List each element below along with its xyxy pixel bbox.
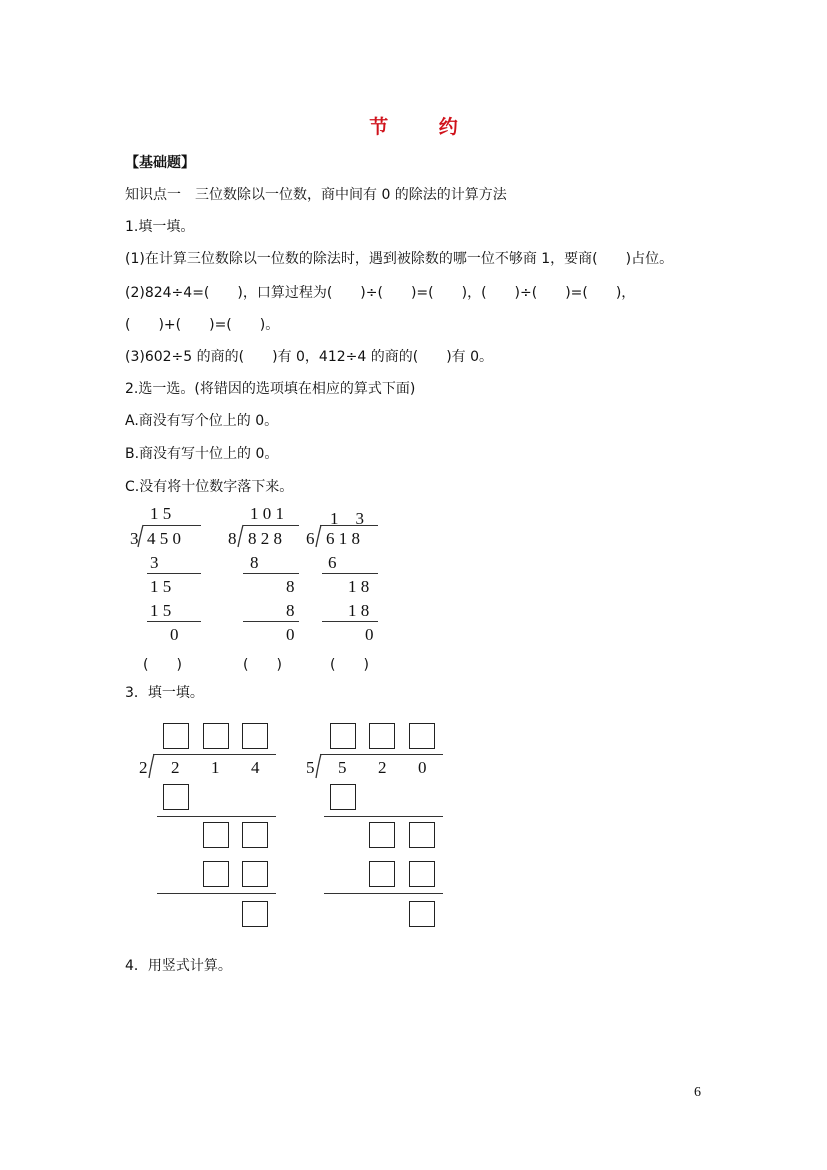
step-product: 8 xyxy=(286,601,295,620)
division-bar xyxy=(153,754,276,755)
step-line xyxy=(322,573,378,574)
division-bracket xyxy=(316,754,324,780)
division-bar xyxy=(243,525,299,526)
q2-option-a: A.商没有写个位上的 0。 xyxy=(125,413,279,429)
q1-part3: (3)602÷5 的商的( )有 0，412÷4 的商的( )有 0。 xyxy=(125,349,494,365)
q2-option-b: B.商没有写十位上的 0。 xyxy=(125,446,279,462)
step-box[interactable] xyxy=(330,784,356,810)
dividend-digit: 2 xyxy=(378,758,387,777)
step-box[interactable] xyxy=(369,822,395,848)
divisor: 3 xyxy=(130,529,139,548)
step-line xyxy=(322,621,378,622)
division-bracket xyxy=(238,525,246,549)
step-line xyxy=(324,816,443,817)
step-line xyxy=(243,621,299,622)
division-bar xyxy=(320,754,443,755)
remainder: 0 xyxy=(170,625,179,644)
dividend-digit: 2 xyxy=(171,758,180,777)
step-box[interactable] xyxy=(409,822,435,848)
q1-part2-line1: (2)824÷4=( )，口算过程为( )÷( )=( )，( )÷( )=( )， xyxy=(125,285,636,301)
step-product: 8 xyxy=(250,553,259,572)
q1-part2-line2: ( )+( )=( )。 xyxy=(125,317,280,333)
quotient: 1 5 xyxy=(150,504,172,523)
divisor: 6 xyxy=(306,529,315,548)
divisor: 5 xyxy=(306,758,315,777)
knowledge-point: 知识点一 三位数除以一位数，商中间有 0 的除法的计算方法 xyxy=(125,187,507,203)
step-partial: 8 xyxy=(286,577,295,596)
quotient-box[interactable] xyxy=(409,723,435,749)
division-bar xyxy=(320,525,378,526)
quotient-box[interactable] xyxy=(330,723,356,749)
dividend-digit: 4 xyxy=(251,758,260,777)
step-line xyxy=(147,573,201,574)
step-line xyxy=(324,893,443,894)
step-box[interactable] xyxy=(242,861,268,887)
dividend: 4 5 0 xyxy=(147,529,181,548)
step-box[interactable] xyxy=(369,861,395,887)
remainder-box[interactable] xyxy=(409,901,435,927)
q1-heading: 1.填一填。 xyxy=(125,219,195,235)
remainder-box[interactable] xyxy=(242,901,268,927)
step-box[interactable] xyxy=(242,822,268,848)
page-title: 节 约 xyxy=(369,116,480,138)
step-product: 1 8 xyxy=(348,601,370,620)
quotient-box[interactable] xyxy=(163,723,189,749)
divisor: 8 xyxy=(228,529,237,548)
section-label: 【基础题】 xyxy=(125,155,195,171)
remainder: 0 xyxy=(365,625,374,644)
q3-heading: 3．填一填。 xyxy=(125,685,204,701)
remainder: 0 xyxy=(286,625,295,644)
step-line xyxy=(243,573,299,574)
quotient-box[interactable] xyxy=(203,723,229,749)
step-box[interactable] xyxy=(409,861,435,887)
quotient-box[interactable] xyxy=(369,723,395,749)
division-bracket xyxy=(316,525,324,549)
step-line xyxy=(157,893,276,894)
step-product: 1 5 xyxy=(150,601,172,620)
step-box[interactable] xyxy=(163,784,189,810)
step-product: 6 xyxy=(328,553,337,572)
answer-blank[interactable]: ( ) xyxy=(243,657,282,673)
division-bracket xyxy=(149,754,157,780)
q1-part1: (1)在计算三位数除以一位数的除法时，遇到被除数的哪一位不够商 1，要商( )占位。 xyxy=(125,251,674,267)
step-product: 3 xyxy=(150,553,159,572)
step-partial: 1 8 xyxy=(348,577,370,596)
division-bar xyxy=(143,525,201,526)
step-box[interactable] xyxy=(203,822,229,848)
divisor: 2 xyxy=(139,758,148,777)
q4-heading: 4．用竖式计算。 xyxy=(125,958,232,974)
step-partial: 1 5 xyxy=(150,577,172,596)
q2-heading: 2.选一选。(将错因的选项填在相应的算式下面) xyxy=(125,381,416,397)
answer-blank[interactable]: ( ) xyxy=(143,657,182,673)
dividend-digit: 1 xyxy=(211,758,220,777)
dividend-digit: 0 xyxy=(418,758,427,777)
quotient-box[interactable] xyxy=(242,723,268,749)
step-box[interactable] xyxy=(203,861,229,887)
quotient: 1 0 1 xyxy=(250,504,284,523)
dividend-digit: 5 xyxy=(338,758,347,777)
answer-blank[interactable]: ( ) xyxy=(330,657,369,673)
dividend: 8 2 8 xyxy=(248,529,282,548)
quotient: 1 3 xyxy=(330,509,364,528)
page-number: 6 xyxy=(694,1085,701,1100)
step-line xyxy=(157,816,276,817)
dividend: 6 1 8 xyxy=(326,529,360,548)
q2-option-c: C.没有将十位数字落下来。 xyxy=(125,479,294,495)
division-bracket xyxy=(138,525,146,549)
step-line xyxy=(147,621,201,622)
